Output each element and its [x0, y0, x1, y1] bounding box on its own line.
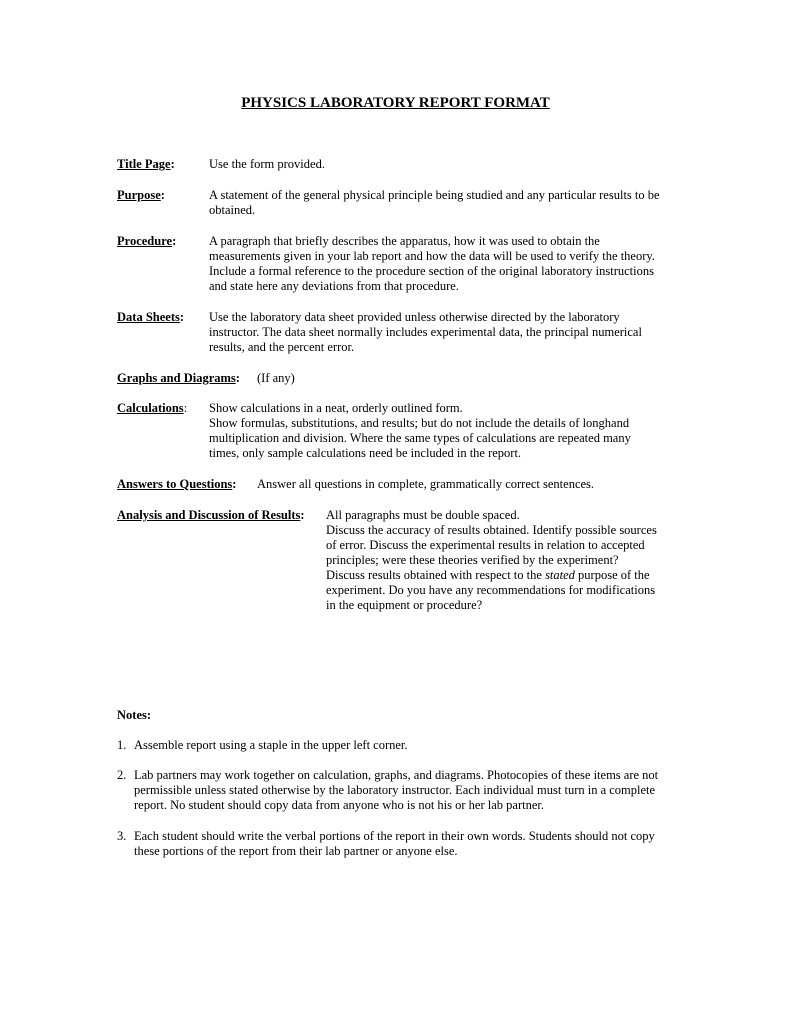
- analysis-text-line: All paragraphs must be double spaced.: [326, 508, 520, 522]
- note-text-line: report. No student should copy data from anyone who is not his or her lab partner.: [134, 798, 544, 812]
- procedure-text-line: Include a formal reference to the procedure section of the original laboratory instructions: [209, 264, 654, 278]
- note-text-line: these portions of the report from their lab partner or anyone else.: [134, 844, 458, 858]
- analysis-text-line: experiment. Do you have any recommendations for modifications: [326, 583, 656, 597]
- note-number: 1.: [117, 738, 127, 752]
- section-label-procedure: Procedure:: [117, 234, 177, 248]
- calculations-text-line: multiplication and division. Where the same types of calculations are repeated many: [209, 431, 631, 445]
- note-number: 3.: [117, 829, 127, 843]
- analysis-text-line: principles; were these theories verified by the experiment?: [326, 553, 619, 567]
- calculations-text-line: Show formulas, substitutions, and results; but do not include the details of longhand: [209, 416, 630, 430]
- analysis-text-line: Discuss results obtained with respect to the stated purpose of the: [326, 568, 650, 582]
- procedure-text-line: measurements given in your lab report and how the data will be used to verify the theory.: [209, 249, 655, 263]
- data-sheets-text-line: instructor. The data sheet normally includes experimental data, the principal numerical: [209, 325, 642, 339]
- procedure-text-line: A paragraph that briefly describes the apparatus, how it was used to obtain the: [209, 234, 600, 248]
- purpose-text-line: A statement of the general physical principle being studied and any particular results to be: [209, 188, 660, 202]
- section-label-graphs: Graphs and Diagrams:: [117, 371, 240, 385]
- procedure-text-line: and state here any deviations from that procedure.: [209, 279, 459, 293]
- notes-heading: Notes:: [117, 708, 152, 722]
- section-label-data-sheets: Data Sheets:: [117, 310, 185, 324]
- note-number: 2.: [117, 768, 127, 782]
- calculations-text-line: Show calculations in a neat, orderly outlined form.: [209, 401, 463, 415]
- purpose-text-line: obtained.: [209, 203, 256, 217]
- note-text-line: Lab partners may work together on calculation, graphs, and diagrams. Photocopies of these items are not: [134, 768, 659, 782]
- data-sheets-text-line: results, and the percent error.: [209, 340, 355, 354]
- section-label-analysis: Analysis and Discussion of Results:: [117, 508, 305, 522]
- note-text-line: Assemble report using a staple in the upper left corner.: [134, 738, 408, 752]
- stated-emphasis: stated: [545, 568, 575, 582]
- analysis-text-line: of error. Discuss the experimental results in relation to accepted: [326, 538, 645, 552]
- section-label-title-page: Title Page:: [117, 157, 175, 171]
- calculations-text-line: times, only sample calculations need be included in the report.: [209, 446, 522, 460]
- title-page-text: Use the form provided.: [209, 157, 325, 171]
- page-title: PHYSICS LABORATORY REPORT FORMAT: [241, 95, 550, 111]
- note-text-line: Each student should write the verbal portions of the report in their own words. Students should not copy: [134, 829, 655, 843]
- answers-text: Answer all questions in complete, grammatically correct sentences.: [257, 477, 595, 491]
- section-label-purpose: Purpose:: [117, 188, 165, 202]
- section-label-answers: Answers to Questions:: [117, 477, 237, 491]
- data-sheets-text-line: Use the laboratory data sheet provided unless otherwise directed by the laboratory: [209, 310, 620, 324]
- analysis-text-line: Discuss the accuracy of results obtained. Identify possible sources: [326, 523, 657, 537]
- section-label-calculations: Calculations:: [117, 401, 188, 415]
- note-text-line: permissible unless stated otherwise by the laboratory instructor. Each individual must turn in a complete: [134, 783, 656, 797]
- graphs-text: (If any): [257, 371, 295, 385]
- analysis-text-line: in the equipment or procedure?: [326, 598, 483, 612]
